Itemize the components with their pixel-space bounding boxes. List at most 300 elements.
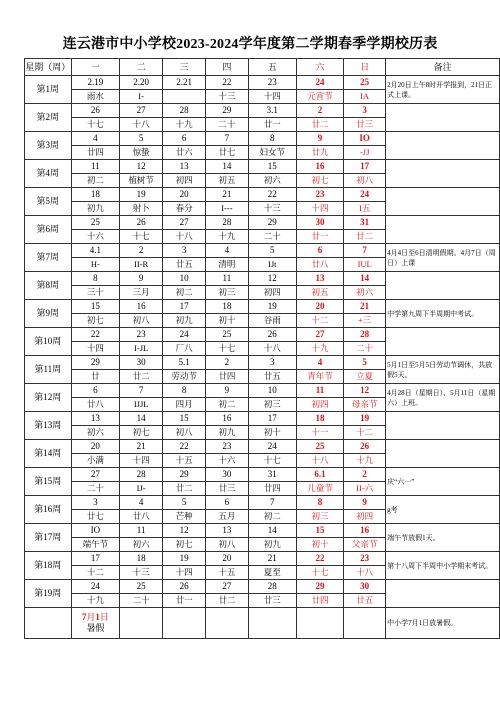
week-label: 第18周 xyxy=(25,552,72,580)
lunar-cell: 十四 xyxy=(248,90,296,104)
lunar-cell: 端午节 xyxy=(71,538,120,552)
lunar-cell: 廿八 xyxy=(296,258,343,272)
lunar-cell: 初二 xyxy=(248,510,296,524)
date-cell: 22 xyxy=(163,440,206,454)
lunar-cell: 初七 xyxy=(163,538,206,552)
lunar-cell: 廿八 xyxy=(71,398,120,412)
date-cell: 2 xyxy=(206,356,249,370)
date-cell: 24 xyxy=(344,188,386,202)
week-label: 第6周 xyxy=(25,216,72,244)
week-note xyxy=(386,188,500,216)
header-fri: 五 xyxy=(248,59,296,76)
date-cell: 28 xyxy=(120,468,163,482)
week-date-row xyxy=(25,132,500,146)
date-cell: 4.1 xyxy=(71,244,120,258)
lunar-cell: 廿五 xyxy=(248,370,296,384)
lunar-cell: 十九 xyxy=(296,342,343,356)
lunar-cell: 初十 xyxy=(248,426,296,440)
header-sun: 日 xyxy=(344,59,386,76)
week-label: 第12周 xyxy=(25,384,72,412)
lunar-cell: 廿 xyxy=(71,370,120,384)
lunar-cell: 十八 xyxy=(120,118,163,132)
date-cell: 12 xyxy=(248,272,296,286)
date-cell: 3 xyxy=(71,496,120,510)
date-cell: 18 xyxy=(71,188,120,202)
date-cell: 2 xyxy=(120,244,163,258)
date-cell: 6 xyxy=(206,496,249,510)
lunar-cell: 廿七 xyxy=(71,510,120,524)
lunar-cell: I- xyxy=(120,90,163,104)
lunar-cell: 二十 xyxy=(206,118,249,132)
date-cell: 17 xyxy=(163,300,206,314)
lunar-cell: 十七 xyxy=(120,230,163,244)
lunar-cell: 三月 xyxy=(120,286,163,300)
lunar-cell: 十四 xyxy=(296,202,343,216)
calendar-table xyxy=(24,58,500,639)
lunar-cell: 廿二 xyxy=(120,370,163,384)
date-cell: 27 xyxy=(296,328,343,342)
empty-cell xyxy=(248,608,296,639)
lunar-cell: 四月 xyxy=(163,398,206,412)
lunar-cell: 十七 xyxy=(206,342,249,356)
lunar-cell: 廿三 xyxy=(248,594,296,608)
lunar-cell: 初十 xyxy=(206,314,249,328)
lunar-cell: 廿四 xyxy=(296,594,343,608)
date-cell: 23 xyxy=(206,440,249,454)
summer-row xyxy=(25,608,500,639)
date-cell: 7 xyxy=(120,384,163,398)
date-cell: 8 xyxy=(248,132,296,146)
lunar-cell: 十八 xyxy=(344,566,386,580)
week-label: 第2周 xyxy=(25,104,72,132)
lunar-cell: 廿八 xyxy=(120,510,163,524)
week-label: 第19周 xyxy=(25,580,72,608)
date-cell: 16 xyxy=(296,160,343,174)
date-cell: 4 xyxy=(71,132,120,146)
lunar-cell: 初三 xyxy=(248,398,296,412)
lunar-cell: 初五 xyxy=(296,286,343,300)
lunar-cell: 廿五 xyxy=(163,258,206,272)
lunar-cell: 十一 xyxy=(296,426,343,440)
date-cell: 26 xyxy=(248,328,296,342)
date-cell: 30 xyxy=(120,356,163,370)
date-cell: 9 xyxy=(344,496,386,510)
week-date-row xyxy=(25,244,500,258)
lunar-cell: 初三 xyxy=(206,286,249,300)
lunar-cell: 初九 xyxy=(248,538,296,552)
header-sat: 六 xyxy=(296,59,343,76)
week-label: 第16周 xyxy=(25,496,72,524)
date-cell: 31 xyxy=(248,468,296,482)
lunar-cell: 元宵节 xyxy=(296,90,343,104)
header-row xyxy=(25,59,500,76)
date-cell: 24 xyxy=(296,76,343,90)
lunar-cell: 谷雨 xyxy=(248,314,296,328)
lunar-cell: 十九 xyxy=(206,230,249,244)
lunar-cell: 母亲节 xyxy=(344,398,386,412)
lunar-cell: 初八 xyxy=(206,538,249,552)
week-note: 庆“六一” xyxy=(386,468,500,496)
date-cell: 29 xyxy=(296,580,343,594)
week-note: 5月1日至5月5日劳动节调休，共放假5天。 xyxy=(386,356,500,384)
date-cell: 8 xyxy=(71,272,120,286)
date-cell: 30 xyxy=(296,216,343,230)
lunar-cell: 廿一 xyxy=(163,594,206,608)
lunar-cell: 廿五 xyxy=(344,594,386,608)
lunar-cell: II-R xyxy=(120,258,163,272)
lunar-cell: 芒种 xyxy=(163,510,206,524)
lunar-cell: I-JL xyxy=(120,342,163,356)
date-cell: 27 xyxy=(120,104,163,118)
date-cell: 4 xyxy=(120,496,163,510)
lunar-cell: 植树节 xyxy=(120,174,163,188)
lunar-cell: 十八 xyxy=(296,454,343,468)
date-cell: 11 xyxy=(71,160,120,174)
week-date-row xyxy=(25,524,500,538)
lunar-cell: 惊蛰 xyxy=(120,146,163,160)
week-label: 第7周 xyxy=(25,244,72,272)
date-cell: 2 xyxy=(344,468,386,482)
empty-cell xyxy=(120,608,163,639)
date-cell: 6 xyxy=(163,132,206,146)
week-note xyxy=(386,328,500,356)
date-cell: 6 xyxy=(71,384,120,398)
date-cell: 21 xyxy=(120,440,163,454)
date-cell: 30 xyxy=(206,468,249,482)
date-cell: 23 xyxy=(344,552,386,566)
date-cell: 16 xyxy=(344,524,386,538)
empty-cell xyxy=(163,608,206,639)
lunar-cell: 三十 xyxy=(71,286,120,300)
date-cell: 2.21 xyxy=(163,76,206,90)
date-cell: 7 xyxy=(344,244,386,258)
lunar-cell: +三 xyxy=(344,314,386,328)
lunar-cell: 初七 xyxy=(296,174,343,188)
date-cell: 5 xyxy=(344,356,386,370)
summer-day: 1 xyxy=(95,612,100,622)
lunar-cell: 初六 xyxy=(248,174,296,188)
lunar-cell: 立夏 xyxy=(344,370,386,384)
date-cell: 28 xyxy=(206,216,249,230)
date-cell: 29 xyxy=(71,356,120,370)
week-note: 4月4日至6日清明假期。4月7日（周日）上课 xyxy=(386,244,500,272)
lunar-cell: 廿四 xyxy=(248,482,296,496)
week-note xyxy=(386,160,500,188)
week-date-row xyxy=(25,300,500,314)
week-note: 2月20日上午8时开学报到，21日正式上课。 xyxy=(386,76,500,104)
week-note xyxy=(386,580,500,608)
page-title: 连云港市中小学校2023-2024学年度第二学期春季学期校历表 xyxy=(62,37,438,52)
week-note xyxy=(386,272,500,300)
date-cell: 22 xyxy=(71,328,120,342)
empty-cell xyxy=(206,608,249,639)
lunar-cell: 初二 xyxy=(163,286,206,300)
week-date-row xyxy=(25,496,500,510)
date-cell: 15 xyxy=(163,412,206,426)
lunar-cell: 十四 xyxy=(71,342,120,356)
week-label: 第17周 xyxy=(25,524,72,552)
lunar-cell: 初八 xyxy=(344,174,386,188)
lunar-cell: 初八 xyxy=(120,314,163,328)
date-cell: 17 xyxy=(344,160,386,174)
date-cell: 19 xyxy=(163,552,206,566)
date-cell: 3.1 xyxy=(248,104,296,118)
lunar-cell: 初四 xyxy=(163,174,206,188)
header-week: 星期（周） xyxy=(25,59,72,76)
lunar-cell: 春分 xyxy=(163,202,206,216)
lunar-cell: 妇女节 xyxy=(248,146,296,160)
date-cell: 21 xyxy=(248,552,296,566)
week-label: 第8周 xyxy=(25,272,72,300)
lunar-cell: 廿六 xyxy=(163,146,206,160)
date-cell: 29 xyxy=(163,468,206,482)
week-label: 第5周 xyxy=(25,188,72,216)
date-cell: 27 xyxy=(163,216,206,230)
week-note xyxy=(386,132,500,160)
date-cell: 31 xyxy=(344,216,386,230)
lunar-cell: 十七 xyxy=(296,566,343,580)
date-cell: 16 xyxy=(120,300,163,314)
lunar-cell: 二十 xyxy=(120,594,163,608)
week-label: 第10周 xyxy=(25,328,72,356)
date-cell: 19 xyxy=(344,412,386,426)
lunar-cell: 初五 xyxy=(206,174,249,188)
date-cell: 13 xyxy=(71,412,120,426)
date-cell: 23 xyxy=(296,188,343,202)
date-cell: 5 xyxy=(248,244,296,258)
date-cell: 26 xyxy=(71,104,120,118)
date-cell: 2.19 xyxy=(71,76,120,90)
date-cell: 9 xyxy=(206,384,249,398)
summer-label: 暑假 xyxy=(86,623,105,633)
date-cell: 4 xyxy=(206,244,249,258)
lunar-cell: IUL xyxy=(344,258,386,272)
date-cell: 20 xyxy=(71,440,120,454)
date-cell: 11 xyxy=(120,524,163,538)
date-cell: 7 xyxy=(248,496,296,510)
week-date-row xyxy=(25,328,500,342)
summer-month: 7 xyxy=(81,612,87,622)
date-cell: 13 xyxy=(296,272,343,286)
lunar-cell: 廿二 xyxy=(296,118,343,132)
week-date-row xyxy=(25,552,500,566)
empty-cell xyxy=(344,608,386,639)
week-note: g考 xyxy=(386,496,500,524)
lunar-cell: 十二 xyxy=(296,314,343,328)
week-note xyxy=(386,216,500,244)
week-note: 中学第九周下半周期中考试。 xyxy=(386,300,500,328)
week-note: 4月28日（星期日）、5月11日（星期六）上班。 xyxy=(386,384,500,412)
date-cell: 3 xyxy=(163,244,206,258)
date-cell: 14 xyxy=(120,412,163,426)
date-cell: 11 xyxy=(206,272,249,286)
header-mon: 一 xyxy=(71,59,120,76)
date-cell: 20 xyxy=(206,552,249,566)
date-cell: 25 xyxy=(120,580,163,594)
week-date-row xyxy=(25,188,500,202)
week-label: 第11周 xyxy=(25,356,72,384)
lunar-cell: 初四 xyxy=(344,510,386,524)
date-cell: 25 xyxy=(71,216,120,230)
lunar-cell: 初十 xyxy=(296,538,343,552)
date-cell: 5 xyxy=(163,496,206,510)
lunar-cell: 五月 xyxy=(206,510,249,524)
date-cell: 9 xyxy=(120,272,163,286)
lunar-cell: 初二 xyxy=(71,174,120,188)
lunar-cell: 廿三 xyxy=(344,118,386,132)
lunar-cell: 初三 xyxy=(296,510,343,524)
date-cell: 7 xyxy=(206,132,249,146)
date-cell: 17 xyxy=(248,412,296,426)
lunar-cell: 父亲节 xyxy=(344,538,386,552)
lunar-cell: 廿二 xyxy=(344,230,386,244)
date-cell: 20 xyxy=(296,300,343,314)
lunar-cell: 厂八 xyxy=(163,342,206,356)
lunar-cell: 十四 xyxy=(163,566,206,580)
lunar-cell: 十九 xyxy=(344,454,386,468)
date-cell: 18 xyxy=(120,552,163,566)
lunar-cell: I五 xyxy=(344,202,386,216)
date-cell: 10 xyxy=(248,384,296,398)
week-date-row xyxy=(25,384,500,398)
lunar-cell: 廿四 xyxy=(206,370,249,384)
lunar-cell: 初六 xyxy=(120,538,163,552)
lunar-cell: 初六 xyxy=(344,286,386,300)
lunar-cell: 射卜 xyxy=(120,202,163,216)
date-cell: 28 xyxy=(163,104,206,118)
date-cell: 16 xyxy=(206,412,249,426)
date-cell: 28 xyxy=(248,580,296,594)
date-cell: 26 xyxy=(163,580,206,594)
lunar-cell: 十五 xyxy=(163,454,206,468)
header-wed: 三 xyxy=(163,59,206,76)
lunar-cell: IJJL xyxy=(120,398,163,412)
lunar-cell: 十二 xyxy=(344,426,386,440)
date-cell: 2 xyxy=(296,104,343,118)
summer-start-cell xyxy=(71,608,120,639)
date-cell: 26 xyxy=(344,440,386,454)
date-cell: 19 xyxy=(248,300,296,314)
date-cell: 26 xyxy=(120,216,163,230)
lunar-cell: 初九 xyxy=(71,202,120,216)
date-cell: 24 xyxy=(248,440,296,454)
date-cell: 13 xyxy=(206,524,249,538)
date-cell: 23 xyxy=(120,328,163,342)
date-cell: 6 xyxy=(296,244,343,258)
lunar-cell: 儿童节 xyxy=(296,482,343,496)
date-cell: 28 xyxy=(344,328,386,342)
lunar-cell: IA xyxy=(344,90,386,104)
week-label: 第14周 xyxy=(25,440,72,468)
lunar-cell: 二十 xyxy=(344,342,386,356)
date-cell: 18 xyxy=(206,300,249,314)
lunar-cell: 初九 xyxy=(206,426,249,440)
lunar-cell: 廿一 xyxy=(296,230,343,244)
week-date-row xyxy=(25,412,500,426)
lunar-cell: 清明 xyxy=(206,258,249,272)
lunar-cell: -JJ xyxy=(344,146,386,160)
date-cell: 30 xyxy=(344,580,386,594)
lunar-cell: 青年节 xyxy=(296,370,343,384)
date-cell: 5.1 xyxy=(163,356,206,370)
date-cell: 15 xyxy=(248,160,296,174)
date-cell: 19 xyxy=(120,188,163,202)
lunar-cell: 初七 xyxy=(120,426,163,440)
date-cell: 20 xyxy=(163,188,206,202)
lunar-cell: 十三 xyxy=(120,566,163,580)
date-cell: 8 xyxy=(163,384,206,398)
date-cell: 14 xyxy=(344,272,386,286)
lunar-cell: 十九 xyxy=(71,594,120,608)
date-cell: 12 xyxy=(120,160,163,174)
date-cell: 2.20 xyxy=(120,76,163,90)
week-label: 第1周 xyxy=(25,76,72,104)
summer-day-sep: 日 xyxy=(99,612,109,622)
date-cell: 25 xyxy=(296,440,343,454)
week-label: 第3周 xyxy=(25,132,72,160)
week-date-row xyxy=(25,468,500,482)
date-cell: 27 xyxy=(71,468,120,482)
lunar-cell: II-六 xyxy=(344,482,386,496)
lunar-cell: 初四 xyxy=(248,286,296,300)
week-date-row xyxy=(25,440,500,454)
week-note xyxy=(386,104,500,132)
date-cell: 6.1 xyxy=(296,468,343,482)
date-cell: 25 xyxy=(344,76,386,90)
date-cell: 18 xyxy=(296,412,343,426)
calendar-body xyxy=(25,76,500,639)
date-cell: 22 xyxy=(206,76,249,90)
date-cell: 27 xyxy=(206,580,249,594)
date-cell: 15 xyxy=(71,300,120,314)
date-cell: 29 xyxy=(206,104,249,118)
date-cell: IO xyxy=(71,524,120,538)
lunar-cell: 二十 xyxy=(248,230,296,244)
lunar-cell: 十八 xyxy=(163,230,206,244)
empty-cell xyxy=(296,608,343,639)
header-notes: 备注 xyxy=(386,59,500,76)
lunar-cell: IJt xyxy=(248,258,296,272)
lunar-cell: 夏至 xyxy=(248,566,296,580)
date-cell: IO xyxy=(344,132,386,146)
lunar-cell: 初六 xyxy=(71,426,120,440)
date-cell: 14 xyxy=(248,524,296,538)
week-date-row xyxy=(25,216,500,230)
date-cell: 21 xyxy=(344,300,386,314)
lunar-cell: 十八 xyxy=(248,342,296,356)
lunar-cell: 廿一 xyxy=(248,118,296,132)
week-label: 第4周 xyxy=(25,160,72,188)
week-label: 第13周 xyxy=(25,412,72,440)
date-cell: 5 xyxy=(120,132,163,146)
lunar-cell: 初二 xyxy=(206,398,249,412)
date-cell: 3 xyxy=(344,104,386,118)
date-cell: 29 xyxy=(248,216,296,230)
lunar-cell: 劳动节 xyxy=(163,370,206,384)
lunar-cell: 十三 xyxy=(248,202,296,216)
date-cell: 22 xyxy=(296,552,343,566)
date-cell: 10 xyxy=(163,272,206,286)
lunar-cell: 十七 xyxy=(71,118,120,132)
lunar-cell: 十四 xyxy=(120,454,163,468)
date-cell: 8 xyxy=(296,496,343,510)
date-cell: 15 xyxy=(296,524,343,538)
lunar-cell: 十二 xyxy=(71,566,120,580)
date-cell: 14 xyxy=(206,160,249,174)
lunar-cell: 初七 xyxy=(71,314,120,328)
lunar-cell: 十六 xyxy=(71,230,120,244)
lunar-cell: 十九 xyxy=(163,118,206,132)
